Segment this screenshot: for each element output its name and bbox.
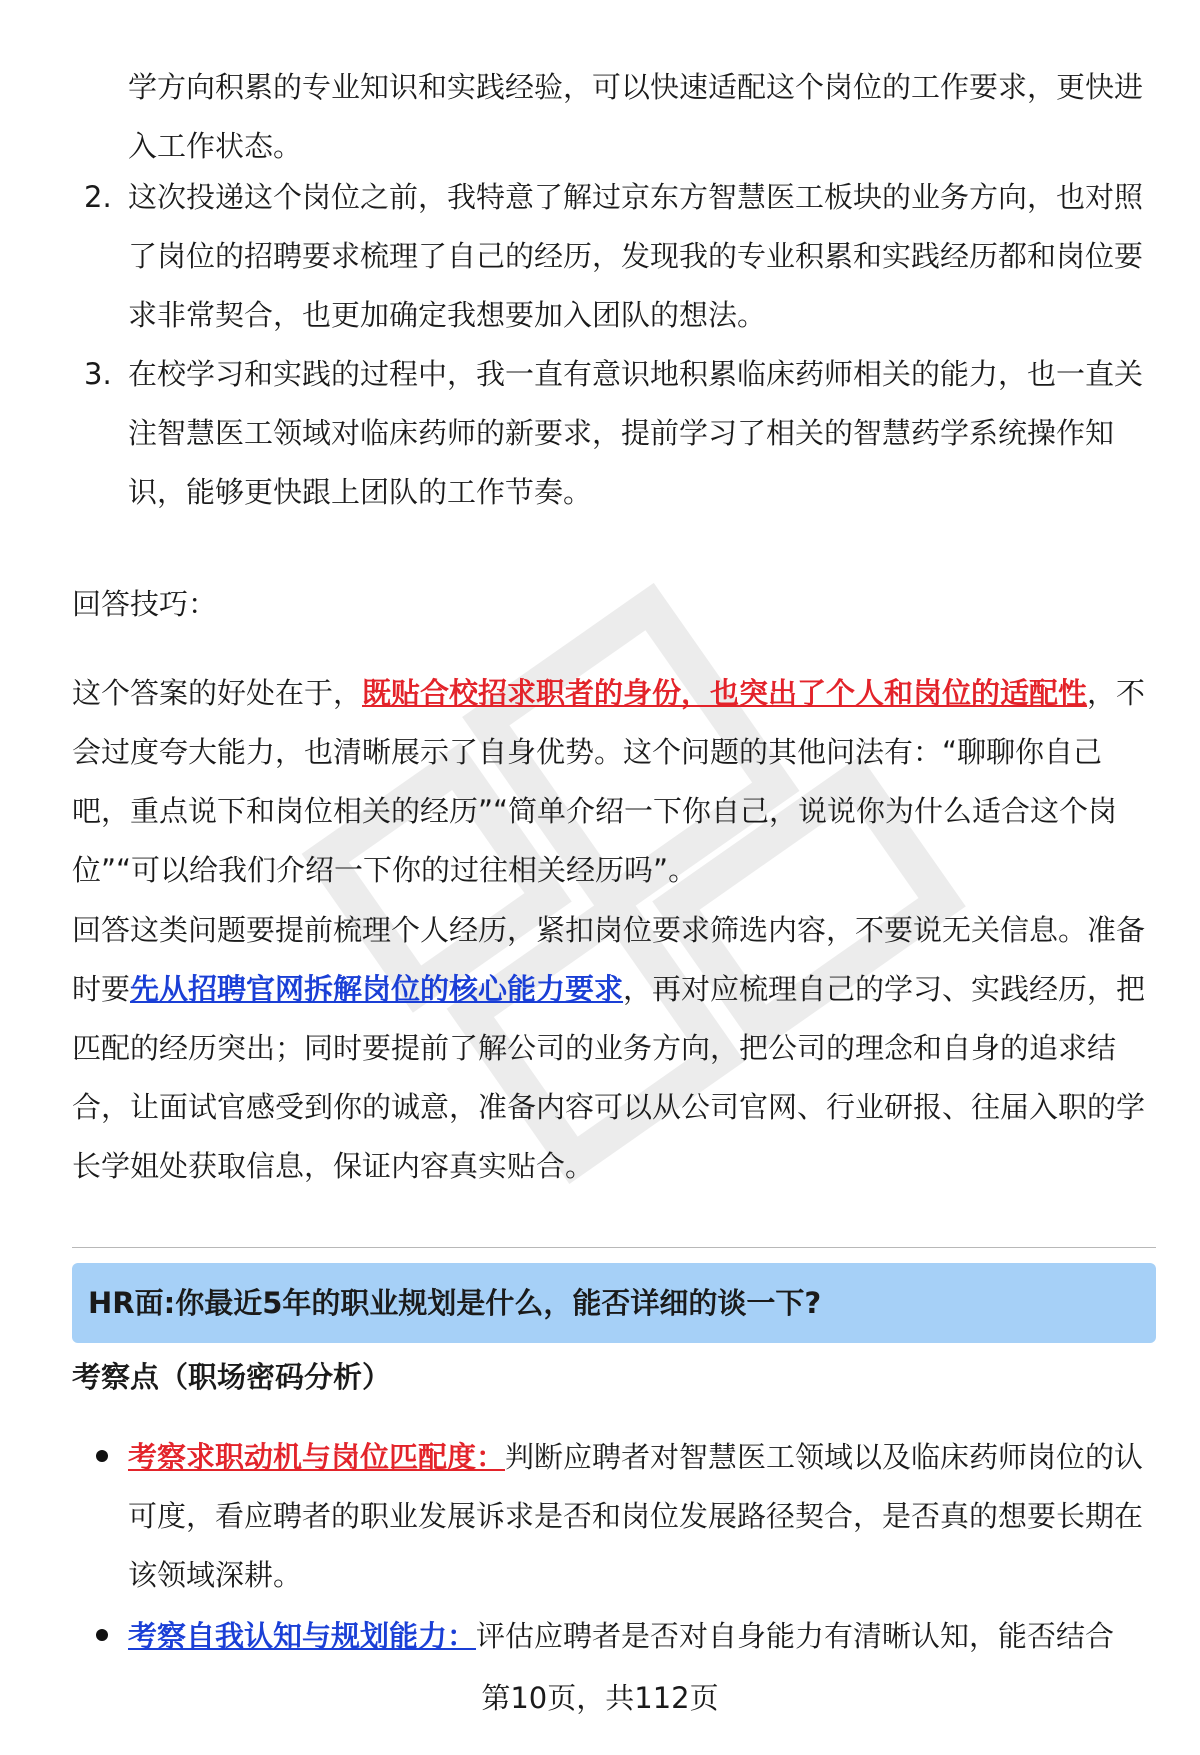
tips-paragraph-2: [72, 901, 1152, 1196]
analysis-bullet-1: [72, 1428, 1156, 1605]
list-item-text: 学方向积累的专业知识和实践经验，可以快速适配这个岗位的工作要求，更快进入工作状态。: [128, 70, 1144, 163]
list-item-text: 这次投递这个岗位之前，我特意了解过京东方智慧医工板块的业务方向，也对照了岗位的招聘要求梳理了自己的经历，发现我的专业积累和实践经历都和岗位要求非常契合，也更加确定我想要加入团队的想法。: [128, 180, 1144, 332]
bullet-text: 判断应聘者对智慧医工领域以及临床药师岗位的认可度，看应聘者的职业发展诉求是否和岗位发展路径契合，是否真的想要长期在该领域深耕。: [128, 1440, 1144, 1592]
bullet-label: 考察求职动机与岗位匹配度：: [128, 1440, 506, 1474]
bullet-dot-icon: [96, 1629, 108, 1641]
tips-heading: 回答技巧：: [72, 587, 218, 621]
analysis-bullet-2: [72, 1607, 1156, 1666]
bullet-label: 考察自我认知与规划能力：: [128, 1619, 477, 1653]
section-divider: [72, 1247, 1156, 1248]
bullet-text: 评估应聘者是否对自身能力有清晰认知，能否结合: [476, 1619, 1115, 1653]
page-number: 第10页，共112页: [481, 1681, 719, 1715]
list-item-1-continuation: [72, 58, 1152, 176]
question-banner: HR面:你最近5年的职业规划是什么，能否详细的谈一下?: [72, 1263, 1156, 1343]
text-run: 回答这类问题要提前梳理个人经历，紧扣岗位要求筛选内容，不要说无关信息。准备时要: [72, 913, 1146, 1006]
list-number: 3.: [84, 357, 112, 391]
analysis-heading: 考察点（职场密码分析）: [72, 1360, 392, 1394]
text-run: ，不会过度夸大能力，也清晰展示了自身优势。这个问题的其他问法有：“聊聊你自己吧，重点说下和岗位相关的经历”“简单介绍一下你自己，说说你为什么适合这个岗位”“可以给我们介绍一下你的过往相关经历吗”。: [72, 676, 1146, 887]
text-run: ，再对应梳理自己的学习、实践经历，把匹配的经历突出；同时要提前了解公司的业务方向，把公司的理念和自身的追求结合，让面试官感受到你的诚意，准备内容可以从公司官网、行业研报、往届入职的学长学姐处获取信息，保证内容真实贴合。: [72, 972, 1146, 1183]
list-item-3: [72, 345, 1152, 522]
highlight-red: 既贴合校招求职者的身份，也突出了个人和岗位的适配性: [362, 676, 1088, 710]
bullet-dot-icon: [96, 1450, 108, 1462]
list-item-2: [72, 168, 1152, 345]
tips-paragraph-1: [72, 664, 1152, 900]
list-item-text: 在校学习和实践的过程中，我一直有意识地积累临床药师相关的能力，也一直关注智慧医工领域对临床药师的新要求，提前学习了相关的智慧药学系统操作知识，能够更快跟上团队的工作节奏。: [128, 357, 1144, 509]
list-number: 2.: [84, 180, 112, 214]
text-run: 这个答案的好处在于，: [72, 676, 363, 710]
highlight-blue: 先从招聘官网拆解岗位的核心能力要求: [130, 972, 624, 1006]
